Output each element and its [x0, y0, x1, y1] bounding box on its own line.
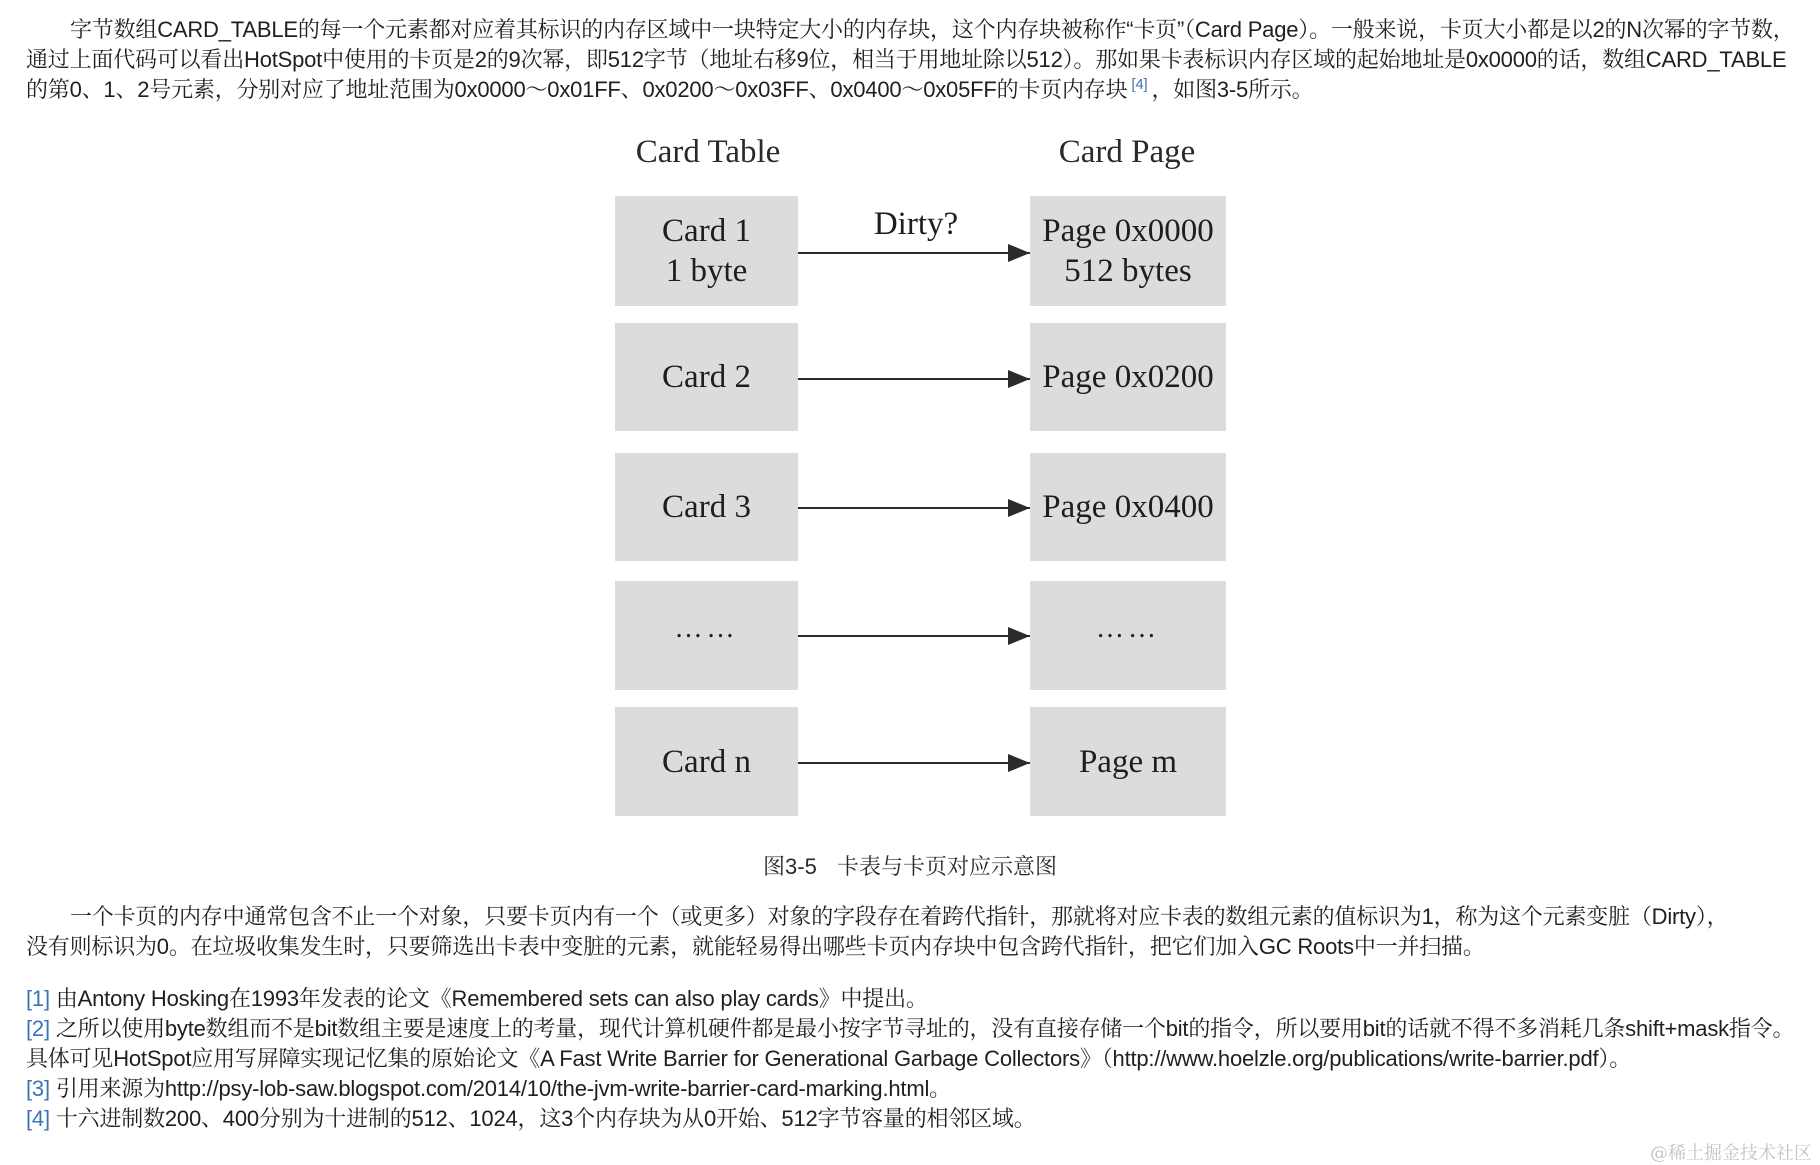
- footnote-ref[interactable]: [4]: [26, 1106, 50, 1131]
- page-box: [1030, 323, 1226, 431]
- footnote-text: 之所以使用byte数组而不是bit数组主要是速度上的考量，现代计算机硬件都是最小按字节寻址的，没有直接存储一个bit的指令，所以要用bit的话就不得不多消耗几条shift+mask指令。具体可见HotSpot应用写屏障实现记忆集的原始论文《A Fast Write Barrier for Generational Garbage Collectors》（http://www.hoelzle.org/publications/write-barrier.pdf）。: [26, 1016, 1795, 1071]
- dirty-paragraph: 一个卡页的内存中通常包含不止一个对象，只要卡页内有一个（或更多）对象的字段存在着跨代指针，那就将对应卡表的数组元素的值标识为1，称为这个元素变脏（Dirty），没有则标识为0。在垃圾收集发生时，只要筛选出卡表中变脏的元素，就能轻易得出哪些卡页内存块中包含跨代指针，把它们加入GC Roots中一并扫描。: [26, 904, 1729, 959]
- card-label: Card n: [662, 743, 751, 780]
- page-box: [1030, 581, 1226, 690]
- footnote-text: 引用来源为http://psy-lob-saw.blogspot.com/2014/10/the-jvm-write-barrier-card-marking.html。: [55, 1076, 951, 1101]
- page-box: [1030, 196, 1226, 306]
- footnote-text: 十六进制数200、400分别为十进制的512、1024，这3个内存块为从0开始、512字节容量的相邻区域。: [55, 1106, 1036, 1131]
- ellipsis: ……: [674, 612, 739, 644]
- page-label: Page 0x0200: [1042, 359, 1214, 395]
- card-label: Card 1: [662, 213, 751, 249]
- card-box: [615, 707, 798, 816]
- card-page-heading: Card Page: [1058, 134, 1196, 170]
- footnote-ref-4[interactable]: [4]: [1131, 75, 1148, 93]
- page-label: Page m: [1078, 743, 1178, 780]
- footnote-ref[interactable]: [3]: [26, 1076, 50, 1101]
- footnote-ref[interactable]: [2]: [26, 1016, 50, 1041]
- footnote-text: 由Antony Hosking在1993年发表的论文《Remembered sets can also play cards》中提出。: [55, 986, 928, 1011]
- page-label: Page 0x0400: [1042, 489, 1214, 525]
- intro-text: 字节数组CARD_TABLE的每一个元素都对应着其标识的内存区域中一块特定大小的内存块，这个内存块被称作“卡页”（Card Page）。一般来说，卡页大小都是以2的N次幂的字节数，通过上面代码可以看出HotSpot中使用的卡页是2的9次幂，即512字节（地址右移9位，相当于用地址除以512）。那如果卡表标识内存区域的起始地址是0x0000的话，数组CARD_TABLE的第0、1、2号元素，分别对应了地址范围为0x0000～0x01FF、0x0200～0x03FF、0x0400～0x05FF的卡页内存块: [26, 17, 1795, 102]
- arrow-icon: [798, 507, 1030, 509]
- page-size: 512 bytes: [1064, 253, 1192, 289]
- arrow-icon: [798, 378, 1030, 380]
- intro-text-end: ，如图3-5所示。: [1151, 77, 1314, 102]
- footnote-3: [26, 1074, 1812, 1104]
- card-label: Card 3: [662, 489, 751, 525]
- footnote-ref[interactable]: [1]: [26, 986, 50, 1011]
- arrow-icon: [798, 762, 1030, 764]
- card-size: 1 byte: [665, 253, 748, 289]
- page-label: Page 0x0000: [1042, 213, 1214, 249]
- card-label: Card 2: [662, 359, 751, 395]
- figure-caption: 图3-5 卡表与卡页对应示意图: [763, 854, 1057, 879]
- footnotes: [26, 984, 1812, 1134]
- watermark: @稀土掘金技术社区: [1650, 1143, 1812, 1164]
- card-box: [615, 453, 798, 561]
- card-box: [615, 196, 798, 306]
- dirty-label: Dirty?: [873, 206, 959, 242]
- footnote-2: [26, 1014, 1812, 1074]
- card-box: [615, 581, 798, 690]
- footnote-1: [26, 984, 1812, 1014]
- card-table-heading: Card Table: [635, 134, 781, 170]
- footnote-4: [26, 1104, 1812, 1134]
- ellipsis: ……: [1096, 612, 1160, 644]
- arrow-icon: [798, 252, 1030, 254]
- arrow-icon: [798, 635, 1030, 637]
- page-box: [1030, 453, 1226, 561]
- card-box: [615, 323, 798, 431]
- page-box: [1030, 707, 1226, 816]
